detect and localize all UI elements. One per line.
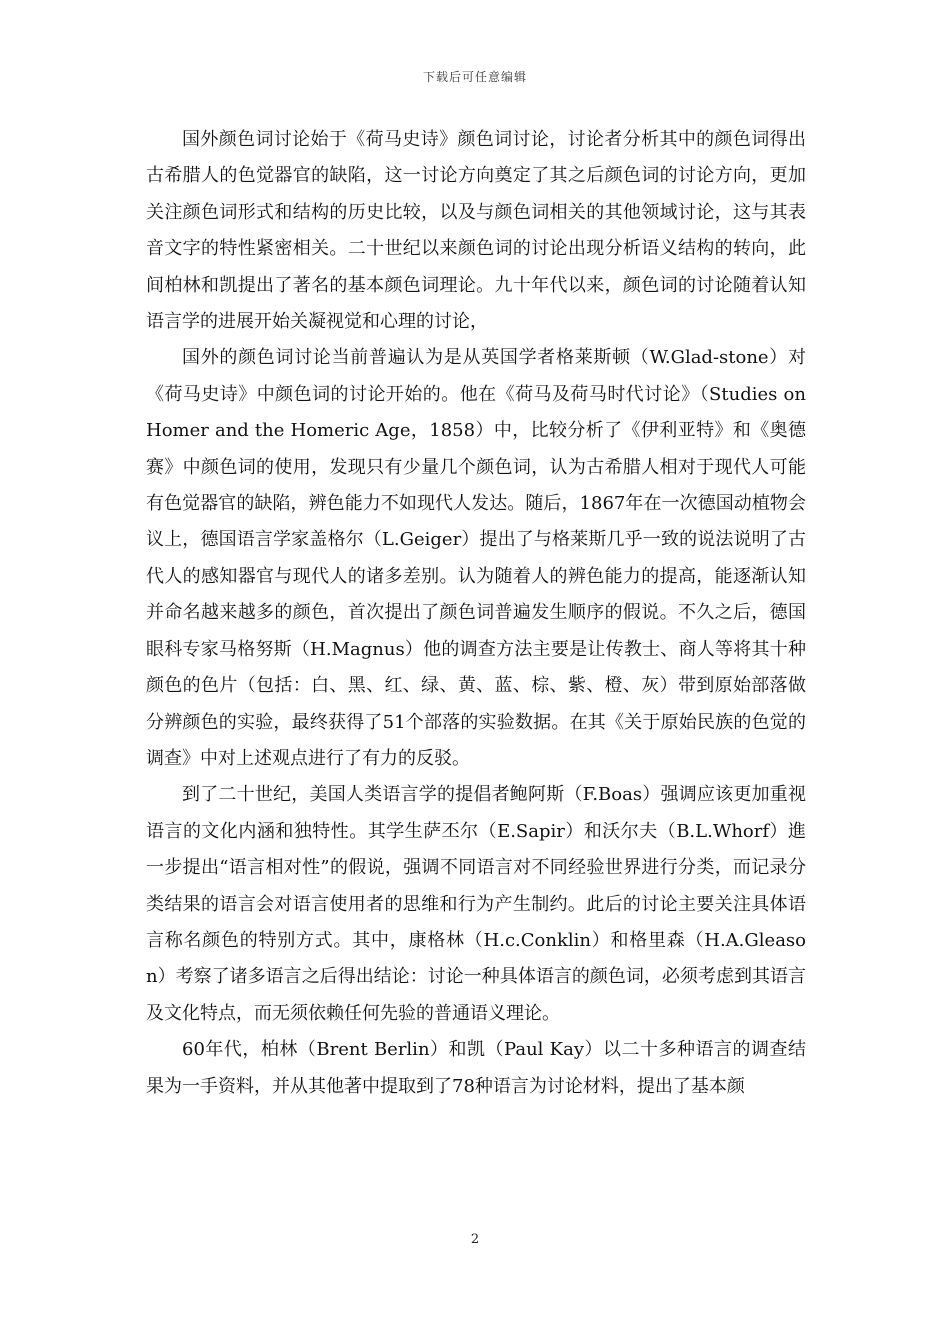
page-header: 下载后可任意编辑 bbox=[422, 70, 527, 84]
paragraph-berlin-kay: 60年代，柏林（Brent Berlin）和凯（Paul Kay）以二十多种语言的调查结果为一手资料，并从其他著中提取到了78种语言为讨论材料，提出了基本颜 bbox=[146, 1039, 806, 1097]
paragraph-twentieth-century: 到了二十世纪，美国人类语言学的提倡者鲍阿斯（F.Boas）强调应该更加重视语言的文化内涵和独特性。其学生萨丕尔（E.Sapir）和沃尔夫（B.L.Whorf）進一步提出“语言相对性”的假说，强调不同语言对不同经验世界进行分类，而记录分类结果的语言会对语言使用者的思维和行为产生制约。此后的讨论主要关注具体语言称名颜色的特别方式。其中，康格林（H.c.Conklin）和格里森（H.A.Gleason）考察了诸多语言之后得出结论：讨论一种具体语言的颜色词，必须考虑到其语言及文化特点，而无须依赖任何先验的普通语义理论。 bbox=[146, 784, 806, 1024]
paragraph-intro: 国外颜色词讨论始于《荷马史诗》颜色词讨论，讨论者分析其中的颜色词得出古希腊人的色觉器官的缺陷，这一讨论方向奠定了其之后颜色词的讨论方向，更加关注颜色词形式和结构的历史比较，以及与颜色词相关的其他领域讨论，这与其表音文字的特性紧密相关。二十世纪以来颜色词的讨论出现分析语义结构的转向，此间柏林和凯提出了著名的基本颜色词理论。九十年代以来，颜色词的讨论随着认知语言学的进展开始关凝视觉和心理的讨论， bbox=[146, 129, 806, 333]
paragraph-gladstone: 国外的颜色词讨论当前普遍认为是从英国学者格莱斯顿（W.Glad-stone）对《荷马史诗》中颜色词的讨论开始的。他在《荷马及荷马时代讨论》（Studies on Homer and the Homeric Age，1858）中，比较分析了《伊利亚特》和《奥德赛》中颜色词的使用，发现只有少量几个颜色词，认为古希腊人相对于现代人可能有色觉器官的缺陷，辨色能力不如现代人发达。随后，1867年在一次德国动植物会议上，德国语言学家盖格尔（L.Geiger）提出了与格莱斯几乎一致的说法说明了古代人的感知器官与现代人的诸多差别。认为随着人的辨色能力的提高，能逐渐认知并命名越来越多的颜色，首次提出了颜色词普遍发生顺序的假说。不久之后，德国眼科专家马格努斯（H.Magnus）他的调查方法主要是让传教士、商人等将其十种颜色的色片（包括：白、黑、红、绿、黄、蓝、棕、紫、橙、灰）带到原始部落做分辨颜色的实验，最终获得了51个部落的实验数据。在其《关于原始民族的色觉的调查》中对上述观点进行了有力的反驳。 bbox=[146, 347, 806, 769]
page-number: 2 bbox=[470, 1232, 480, 1247]
document-body bbox=[146, 122, 806, 1105]
